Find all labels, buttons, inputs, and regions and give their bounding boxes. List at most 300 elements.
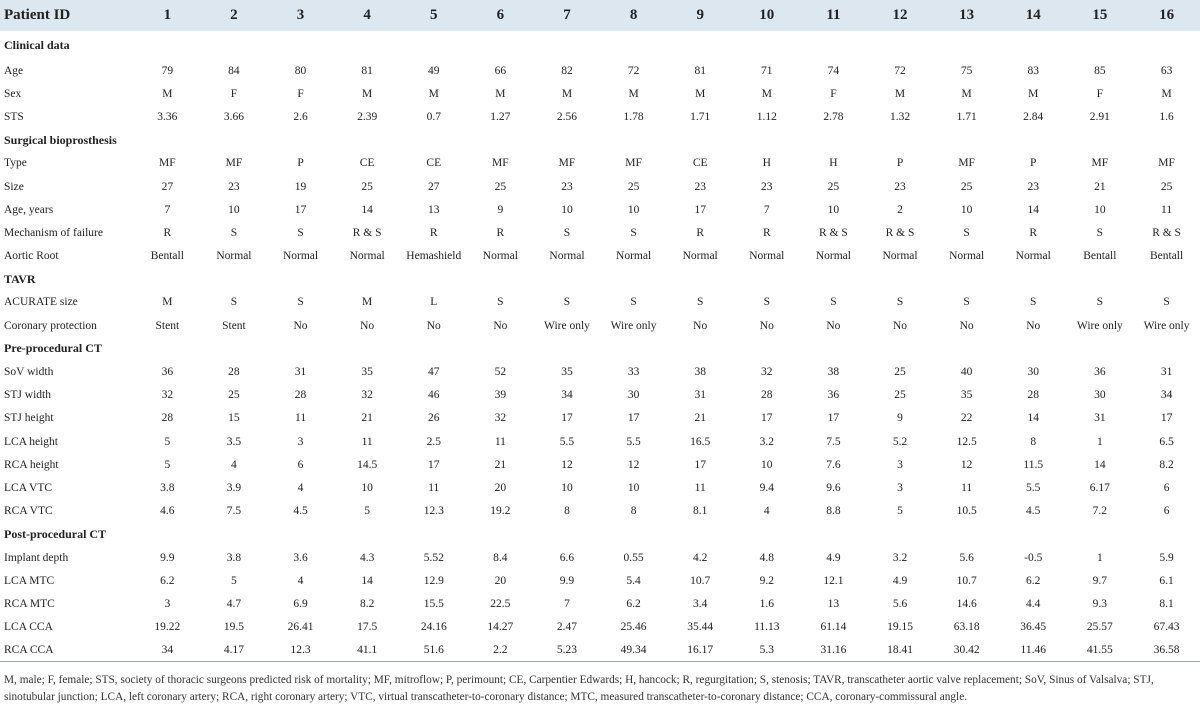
table-cell: 6.6 bbox=[559, 551, 575, 564]
table-cell: 3.5 bbox=[226, 435, 242, 448]
table-cell: R bbox=[762, 226, 771, 239]
table-cell: 13 bbox=[827, 597, 840, 610]
row-label: Sex bbox=[4, 87, 22, 100]
table-cell: R & S bbox=[885, 226, 915, 239]
table-cell: 6.2 bbox=[160, 574, 175, 587]
section-header-row bbox=[0, 129, 1200, 152]
table-cell: H bbox=[829, 157, 838, 170]
table-row bbox=[0, 546, 1200, 569]
table-cell: 36.45 bbox=[1020, 621, 1047, 634]
table-cell: 23 bbox=[228, 180, 240, 193]
patient-id-10: 10 bbox=[759, 7, 775, 23]
table-cell: No bbox=[293, 319, 308, 332]
table-cell: CE bbox=[426, 157, 442, 170]
table-cell: 2.91 bbox=[1089, 110, 1110, 123]
table-cell: S bbox=[1030, 296, 1037, 309]
table-cell: 36 bbox=[1094, 366, 1106, 379]
table-cell: 61.14 bbox=[820, 621, 847, 634]
table-cell: No bbox=[1026, 319, 1041, 332]
table-cell: 5.5 bbox=[1026, 481, 1041, 494]
table-cell: M bbox=[1028, 87, 1039, 100]
table-cell: 30 bbox=[627, 389, 640, 402]
table-cell: 12.5 bbox=[956, 435, 977, 448]
section-header-row bbox=[0, 523, 1200, 546]
table-cell: S bbox=[963, 226, 970, 239]
table-cell: M bbox=[1161, 87, 1172, 100]
table-cell: 2.5 bbox=[426, 435, 441, 448]
table-cell: 17 bbox=[694, 203, 706, 216]
table-cell: 11 bbox=[694, 481, 706, 494]
table-cell: 84 bbox=[228, 64, 240, 77]
row-label: LCA VTC bbox=[4, 481, 53, 494]
table-cell: M bbox=[695, 87, 706, 100]
table-cell: 14.6 bbox=[956, 597, 977, 610]
table-cell: 38 bbox=[694, 366, 706, 379]
table-cell: 74 bbox=[827, 64, 840, 77]
table-cell: Stent bbox=[222, 319, 246, 332]
table-cell: 17.5 bbox=[357, 621, 378, 634]
table-cell: S bbox=[563, 296, 571, 309]
row-label: Aortic Root bbox=[4, 250, 59, 263]
table-cell: 10 bbox=[960, 203, 973, 216]
table-cell: 32 bbox=[761, 366, 773, 379]
table-cell: 7 bbox=[763, 203, 770, 216]
table-cell: 15 bbox=[228, 412, 240, 425]
table-cell: 9.7 bbox=[1092, 574, 1108, 587]
table-cell: 52 bbox=[494, 366, 507, 379]
table-cell: 5.23 bbox=[534, 639, 601, 662]
table-cell: 1.6 bbox=[1159, 110, 1174, 123]
table-cell: 4 bbox=[297, 574, 304, 587]
table-cell: 17 bbox=[827, 412, 840, 425]
table-cell: 11.46 bbox=[1000, 639, 1067, 662]
table-cell: 14 bbox=[1094, 458, 1106, 471]
table-cell: 4.7 bbox=[226, 597, 242, 610]
table-cell: 22.5 bbox=[490, 597, 511, 610]
table-cell: 32 bbox=[161, 389, 174, 402]
table-cell: S bbox=[630, 226, 637, 239]
table-cell: No bbox=[892, 319, 908, 332]
table-cell: 23 bbox=[761, 180, 773, 193]
table-cell: 36.58 bbox=[1133, 639, 1200, 662]
row-label: LCA CCA bbox=[4, 621, 53, 634]
table-cell: 9.4 bbox=[759, 481, 774, 494]
table-cell: 9.6 bbox=[826, 481, 841, 494]
table-cell: 31 bbox=[1094, 412, 1106, 425]
table-cell: 3.4 bbox=[693, 597, 708, 610]
table-cell: No bbox=[360, 319, 375, 332]
table-cell: 4.9 bbox=[892, 574, 908, 587]
table-cell: 13 bbox=[428, 203, 440, 216]
table-cell: Normal bbox=[815, 250, 851, 263]
table-row bbox=[0, 407, 1200, 430]
table-cell: Normal bbox=[749, 250, 785, 263]
patient-id-12: 12 bbox=[892, 7, 908, 23]
row-label: Size bbox=[4, 180, 24, 193]
table-cell: 1 bbox=[1096, 551, 1103, 564]
table-cell: 25 bbox=[627, 180, 640, 193]
table-cell: No bbox=[426, 319, 441, 332]
table-row bbox=[0, 360, 1200, 383]
table-cell: Normal bbox=[882, 250, 918, 263]
table-cell: 19.5 bbox=[223, 621, 244, 634]
table-cell: 11 bbox=[361, 435, 373, 448]
table-cell: 5.6 bbox=[892, 597, 908, 610]
table-cell: 41.1 bbox=[334, 639, 401, 662]
section-title: Pre-procedural CT bbox=[4, 341, 102, 356]
table-cell: 4.5 bbox=[293, 505, 308, 518]
table-cell: 12.9 bbox=[423, 574, 444, 587]
table-cell: -0.5 bbox=[1024, 551, 1043, 564]
table-cell: 6.17 bbox=[1089, 481, 1110, 494]
row-label: RCA height bbox=[4, 458, 59, 471]
table-cell: 83 bbox=[1027, 64, 1039, 77]
row-label: Implant depth bbox=[4, 551, 69, 564]
table-cell: 26 bbox=[428, 412, 440, 425]
table-cell: 79 bbox=[161, 64, 174, 77]
table-cell: 22 bbox=[960, 412, 973, 425]
table-cell: 25 bbox=[228, 389, 240, 402]
table-cell: 8.1 bbox=[1159, 597, 1174, 610]
table-cell: 31.16 bbox=[800, 639, 867, 662]
table-cell: 5 bbox=[364, 505, 371, 518]
table-cell: 28 bbox=[161, 412, 174, 425]
patient-id-11: 11 bbox=[826, 7, 841, 23]
table-cell: Bentall bbox=[1149, 250, 1184, 263]
row-label: STJ width bbox=[4, 389, 51, 402]
table-cell: 23 bbox=[1027, 180, 1039, 193]
table-cell: 8 bbox=[1030, 435, 1037, 448]
section-title: Post-procedural CT bbox=[4, 526, 107, 541]
table-cell: 5 bbox=[897, 505, 903, 518]
table-cell: 5.6 bbox=[959, 551, 974, 564]
table-cell: 6.9 bbox=[293, 597, 308, 610]
patient-id-4: 4 bbox=[363, 7, 371, 23]
table-cell: 7.5 bbox=[226, 505, 242, 518]
table-cell: 12.1 bbox=[823, 574, 844, 587]
table-row bbox=[0, 314, 1200, 337]
table-cell: 27 bbox=[428, 180, 440, 193]
table-cell: 4 bbox=[763, 505, 770, 518]
table-cell: 21 bbox=[494, 458, 507, 471]
table-cell: H bbox=[762, 157, 771, 170]
table-cell: 9.3 bbox=[1092, 597, 1108, 610]
table-cell: No bbox=[693, 319, 708, 332]
table-cell: 7 bbox=[564, 597, 570, 610]
table-cell: S bbox=[1096, 226, 1104, 239]
table-row bbox=[0, 105, 1200, 128]
table-cell: 14 bbox=[361, 203, 373, 216]
table-cell: 2 bbox=[897, 203, 903, 216]
table-cell: 0.55 bbox=[623, 551, 644, 564]
table-cell: 35 bbox=[561, 366, 573, 379]
table-cell: 4 bbox=[297, 481, 304, 494]
table-cell: 17 bbox=[694, 458, 706, 471]
table-cell: S bbox=[497, 296, 504, 309]
table-cell: 47 bbox=[428, 366, 440, 379]
table-cell: Normal bbox=[549, 250, 585, 263]
patient-id-2: 2 bbox=[230, 7, 238, 23]
table-cell: 9.9 bbox=[160, 551, 175, 564]
table-cell: 10 bbox=[627, 203, 640, 216]
table-cell: 63 bbox=[1160, 64, 1173, 77]
table-cell: Normal bbox=[682, 250, 718, 263]
table-cell: No bbox=[493, 319, 508, 332]
table-cell: 21 bbox=[361, 412, 373, 425]
table-cell: L bbox=[430, 296, 438, 309]
table-cell: 14.27 bbox=[487, 621, 514, 634]
table-cell: 66 bbox=[494, 64, 507, 77]
table-cell: 4.2 bbox=[693, 551, 708, 564]
table-cell: 0.7 bbox=[426, 110, 441, 123]
table-cell: 3 bbox=[897, 481, 903, 494]
table-cell: 3.8 bbox=[226, 551, 242, 564]
table-cell: 63.18 bbox=[953, 621, 980, 634]
table-cell: 4.17 bbox=[201, 639, 268, 662]
table-row bbox=[0, 430, 1200, 453]
table-cell: 10 bbox=[1094, 203, 1106, 216]
table-cell: 28 bbox=[294, 389, 307, 402]
table-cell: 35 bbox=[361, 366, 373, 379]
table-cell: R & S bbox=[1152, 226, 1181, 239]
table-cell: 6.5 bbox=[1159, 435, 1174, 448]
table-cell: 28 bbox=[1027, 389, 1039, 402]
table-cell: R & S bbox=[819, 226, 848, 239]
table-cell: 26.41 bbox=[287, 621, 314, 634]
table-cell: 14 bbox=[1027, 203, 1039, 216]
table-cell: 1.6 bbox=[759, 597, 774, 610]
table-cell: 25 bbox=[960, 180, 973, 193]
table-row bbox=[0, 221, 1200, 244]
table-row bbox=[0, 639, 1200, 662]
table-cell: Normal bbox=[482, 250, 518, 263]
table-cell: M bbox=[628, 87, 639, 100]
table-cell: 1.71 bbox=[956, 110, 977, 123]
table-cell: 1.78 bbox=[623, 110, 644, 123]
table-cell: 10.5 bbox=[956, 505, 977, 518]
table-cell: 11 bbox=[295, 412, 307, 425]
table-cell: 17 bbox=[761, 412, 773, 425]
table-cell: 12 bbox=[960, 458, 973, 471]
table-cell: 9.9 bbox=[559, 574, 575, 587]
table-cell: 5 bbox=[231, 574, 237, 587]
table-cell: 17 bbox=[294, 203, 307, 216]
table-cell: 14.5 bbox=[357, 458, 378, 471]
table-cell: 16.17 bbox=[667, 639, 734, 662]
table-cell: Wire only bbox=[610, 319, 657, 332]
table-cell: Normal bbox=[949, 250, 985, 263]
table-cell: 25.46 bbox=[620, 621, 647, 634]
table-cell: 4.5 bbox=[1026, 505, 1041, 518]
table-cell: 27 bbox=[161, 180, 174, 193]
table-cell: MF bbox=[492, 157, 509, 170]
table-cell: 10 bbox=[561, 481, 573, 494]
table-cell: 81 bbox=[694, 64, 706, 77]
table-cell: 2.78 bbox=[823, 110, 844, 123]
table-row bbox=[0, 592, 1200, 615]
table-cell: R bbox=[496, 226, 505, 239]
table-row bbox=[0, 245, 1200, 268]
table-cell: 31 bbox=[1160, 366, 1173, 379]
table-cell: M bbox=[162, 87, 173, 100]
row-label: SoV width bbox=[4, 366, 54, 379]
table-cell: M bbox=[894, 87, 906, 100]
table-cell: S bbox=[297, 296, 304, 309]
table-cell: 31 bbox=[694, 389, 706, 402]
table-cell: 30 bbox=[1094, 389, 1106, 402]
table-cell: M bbox=[761, 87, 772, 100]
table-cell: MF bbox=[1158, 157, 1175, 170]
table-cell: 75 bbox=[960, 64, 973, 77]
table-cell: 8 bbox=[564, 505, 570, 518]
table-cell: 10 bbox=[228, 203, 240, 216]
table-cell: 1.71 bbox=[690, 110, 711, 123]
table-cell: 11 bbox=[494, 435, 506, 448]
table-cell: M bbox=[362, 87, 373, 100]
table-cell: 1 bbox=[1096, 435, 1103, 448]
table-cell: Hemashield bbox=[406, 250, 462, 263]
table-row bbox=[0, 291, 1200, 314]
table-cell: 5.52 bbox=[423, 551, 444, 564]
table-cell: 38 bbox=[827, 366, 840, 379]
patient-id-8: 8 bbox=[629, 7, 638, 23]
table-cell: Normal bbox=[1015, 250, 1051, 263]
row-label: RCA MTC bbox=[4, 597, 55, 610]
table-cell: 67.43 bbox=[1153, 621, 1180, 634]
table-cell: 85 bbox=[1094, 64, 1106, 77]
table-header-row bbox=[0, 0, 1200, 31]
table-cell: 23 bbox=[561, 180, 573, 193]
table-row bbox=[0, 453, 1200, 476]
table-cell: 5.3 bbox=[734, 639, 801, 662]
patient-id-14: 14 bbox=[1025, 7, 1041, 23]
table-cell: 9 bbox=[497, 203, 504, 216]
table-cell: 5.9 bbox=[1159, 551, 1174, 564]
table-cell: 8.4 bbox=[493, 551, 508, 564]
table-cell: 14 bbox=[361, 574, 373, 587]
table-cell: 3.8 bbox=[160, 481, 175, 494]
table-cell: 32 bbox=[361, 389, 373, 402]
table-cell: 10 bbox=[761, 458, 773, 471]
table-cell: M bbox=[428, 87, 439, 100]
table-cell: 2.6 bbox=[293, 110, 308, 123]
table-cell: CE bbox=[359, 157, 375, 170]
patient-id-header: Patient ID bbox=[4, 7, 71, 23]
table-cell: 33 bbox=[627, 366, 640, 379]
table-cell: R bbox=[163, 226, 172, 239]
table-cell: 2.56 bbox=[556, 110, 578, 123]
table-cell: 7.2 bbox=[1092, 505, 1108, 518]
table-cell: 36 bbox=[827, 389, 840, 402]
table-cell: 23 bbox=[894, 180, 906, 193]
table-cell: 3.9 bbox=[226, 481, 242, 494]
table-cell: P bbox=[896, 157, 904, 170]
row-label: Mechanism of failure bbox=[4, 226, 103, 239]
row-label: Age, years bbox=[4, 203, 54, 216]
table-cell: 10.7 bbox=[690, 574, 711, 587]
table-cell: 14 bbox=[1027, 412, 1039, 425]
table-cell: M bbox=[561, 87, 573, 100]
row-label: ACURATE size bbox=[4, 296, 78, 309]
table-cell: 5.5 bbox=[559, 435, 575, 448]
row-label: RCA VTC bbox=[4, 505, 53, 518]
table-cell: 19.2 bbox=[490, 505, 511, 518]
table-cell: R & S bbox=[352, 226, 382, 239]
patient-id-13: 13 bbox=[959, 7, 975, 23]
table-cell: 34 bbox=[1160, 389, 1173, 402]
table-cell: 17 bbox=[1160, 412, 1173, 425]
table-cell: 4.3 bbox=[359, 551, 375, 564]
table-cell: 3.2 bbox=[892, 551, 908, 564]
table-cell: MF bbox=[159, 157, 176, 170]
table-cell: No bbox=[826, 319, 841, 332]
table-cell: 11 bbox=[428, 481, 440, 494]
table-cell: 8.2 bbox=[359, 597, 375, 610]
table-cell: 11 bbox=[961, 481, 973, 494]
table-cell: 23 bbox=[694, 180, 706, 193]
table-cell: 19 bbox=[294, 180, 307, 193]
table-cell: S bbox=[297, 226, 304, 239]
section-header-row bbox=[0, 31, 1200, 59]
table-cell: No bbox=[959, 319, 974, 332]
table-cell: 5 bbox=[164, 435, 171, 448]
table-cell: 21 bbox=[694, 412, 706, 425]
table-cell: CE bbox=[692, 157, 708, 170]
table-cell: 72 bbox=[627, 64, 640, 77]
table-cell: S bbox=[963, 296, 970, 309]
table-cell: P bbox=[1030, 157, 1037, 170]
table-cell: 1.32 bbox=[889, 110, 911, 123]
table-cell: 25 bbox=[494, 180, 507, 193]
table-cell: S bbox=[1163, 296, 1170, 309]
table-cell: S bbox=[630, 296, 637, 309]
table-cell: 25 bbox=[894, 389, 906, 402]
patient-id-7: 7 bbox=[563, 7, 571, 23]
table-cell: 1.27 bbox=[490, 110, 511, 123]
table-cell: M bbox=[162, 296, 173, 309]
table-cell: M bbox=[961, 87, 972, 100]
table-cell: Wire only bbox=[544, 319, 590, 332]
table-row bbox=[0, 476, 1200, 499]
table-cell: 41.55 bbox=[1067, 639, 1134, 662]
table-body bbox=[0, 31, 1200, 662]
table-cell: MF bbox=[958, 157, 975, 170]
table-cell: S bbox=[763, 296, 770, 309]
patient-id-9: 9 bbox=[696, 7, 704, 23]
table-cell: 72 bbox=[894, 64, 906, 77]
table-cell: 3.6 bbox=[293, 551, 308, 564]
table-cell: 12.3 bbox=[267, 639, 334, 662]
table-cell: 34 bbox=[134, 639, 201, 662]
table-cell: Wire only bbox=[1076, 319, 1123, 332]
table-cell: 71 bbox=[761, 64, 773, 77]
table-cell: 35 bbox=[960, 389, 973, 402]
patient-id-1: 1 bbox=[163, 7, 172, 23]
table-cell: 30 bbox=[1027, 366, 1039, 379]
table-cell: 11.13 bbox=[754, 621, 780, 634]
table-cell: 11.5 bbox=[1023, 458, 1044, 471]
table-cell: 49 bbox=[428, 64, 440, 77]
table-cell: 8 bbox=[630, 505, 637, 518]
table-cell: 1.12 bbox=[756, 110, 777, 123]
table-cell: 28 bbox=[228, 366, 240, 379]
table-cell: Normal bbox=[282, 250, 319, 263]
table-row bbox=[0, 175, 1200, 198]
table-cell: S bbox=[1096, 296, 1104, 309]
table-cell: 25 bbox=[361, 180, 373, 193]
table-cell: 39 bbox=[494, 389, 507, 402]
table-row bbox=[0, 569, 1200, 592]
